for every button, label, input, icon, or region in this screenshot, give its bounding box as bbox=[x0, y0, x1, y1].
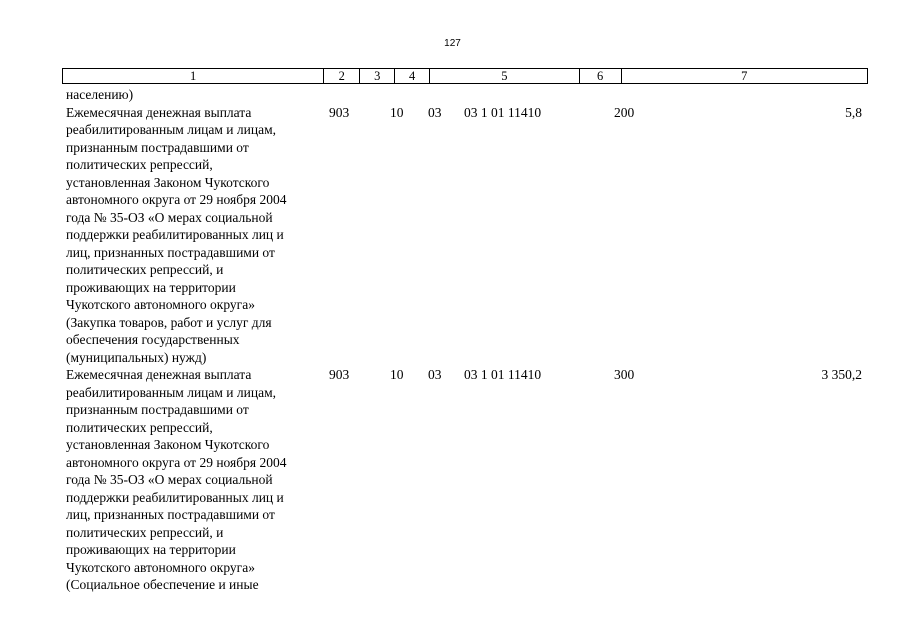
description-line: лиц, признанных пострадавшими от bbox=[66, 507, 275, 522]
row-description bbox=[66, 104, 316, 367]
description-line: проживающих на территории bbox=[66, 542, 236, 557]
description-line: проживающих на территории bbox=[66, 279, 236, 295]
description-line: реабилитированным лицам и лицам, bbox=[66, 384, 276, 400]
description-line: поддержки реабилитированных лиц и bbox=[66, 227, 284, 242]
cell-ministry-code: 903 bbox=[329, 104, 350, 120]
cell-target-article: 03 1 01 11410 bbox=[464, 367, 542, 382]
cell-target-article: 03 1 01 11410 bbox=[464, 104, 542, 120]
header-col-5: 5 bbox=[430, 69, 580, 83]
cell-subsection-code: 03 bbox=[428, 367, 442, 382]
table-row bbox=[66, 104, 868, 367]
description-line: автономного округа от 29 ноября 2004 bbox=[66, 192, 287, 207]
description-line: установленная Законом Чукотского bbox=[66, 437, 270, 452]
description-line: (муниципальных) нужд) bbox=[66, 349, 207, 365]
description-line: обеспечения государственных bbox=[66, 332, 240, 347]
description-line: лиц, признанных пострадавшими от bbox=[66, 244, 275, 260]
cell-expense-type: 200 bbox=[614, 104, 635, 120]
description-line: автономного округа от 29 ноября 2004 bbox=[66, 454, 287, 470]
description-line: Ежемесячная денежная выплата bbox=[66, 367, 252, 382]
description-line: Ежемесячная денежная выплата bbox=[66, 104, 252, 120]
header-col-1: 1 bbox=[63, 69, 324, 83]
table-header bbox=[62, 68, 868, 84]
description-line: политических репрессий, bbox=[66, 419, 213, 435]
description-line: политических репрессий, bbox=[66, 157, 213, 172]
cell-amount: 5,8 bbox=[845, 104, 862, 120]
description-line: политических репрессий, и bbox=[66, 524, 224, 540]
description-line: установленная Законом Чукотского bbox=[66, 174, 270, 190]
description-line: признанным пострадавшими от bbox=[66, 139, 249, 155]
table-body bbox=[66, 86, 868, 594]
cell-expense-type: 300 bbox=[614, 367, 635, 382]
description-line: признанным пострадавшими от bbox=[66, 402, 249, 417]
description-line: (Закупка товаров, работ и услуг для bbox=[66, 314, 272, 330]
description-line: Чукотского автономного округа» bbox=[66, 297, 255, 312]
cell-section-code: 10 bbox=[390, 104, 404, 120]
header-col-4: 4 bbox=[395, 69, 430, 83]
table-row bbox=[66, 366, 868, 594]
row-description bbox=[66, 366, 316, 594]
header-col-6: 6 bbox=[580, 69, 622, 83]
description-line: реабилитированным лицам и лицам, bbox=[66, 122, 276, 137]
header-col-7: 7 bbox=[741, 69, 748, 83]
cell-section-code: 10 bbox=[390, 367, 404, 382]
cell-subsection-code: 03 bbox=[428, 104, 442, 120]
description-line: года № 35-ОЗ «О мерах социальной bbox=[66, 472, 273, 487]
header-col-3: 3 bbox=[360, 69, 395, 83]
page-number: 127 bbox=[444, 38, 461, 49]
carry-over-text: населению) bbox=[66, 87, 134, 102]
description-line: (Социальное обеспечение и иные bbox=[66, 577, 259, 592]
description-line: Чукотского автономного округа» bbox=[66, 559, 255, 575]
description-line: поддержки реабилитированных лиц и bbox=[66, 489, 284, 505]
header-col-2: 2 bbox=[324, 69, 360, 83]
description-line: года № 35-ОЗ «О мерах социальной bbox=[66, 209, 273, 225]
description-line: политических репрессий, и bbox=[66, 262, 224, 277]
cell-amount: 3 350,2 bbox=[821, 367, 862, 382]
cell-ministry-code: 903 bbox=[329, 367, 350, 382]
